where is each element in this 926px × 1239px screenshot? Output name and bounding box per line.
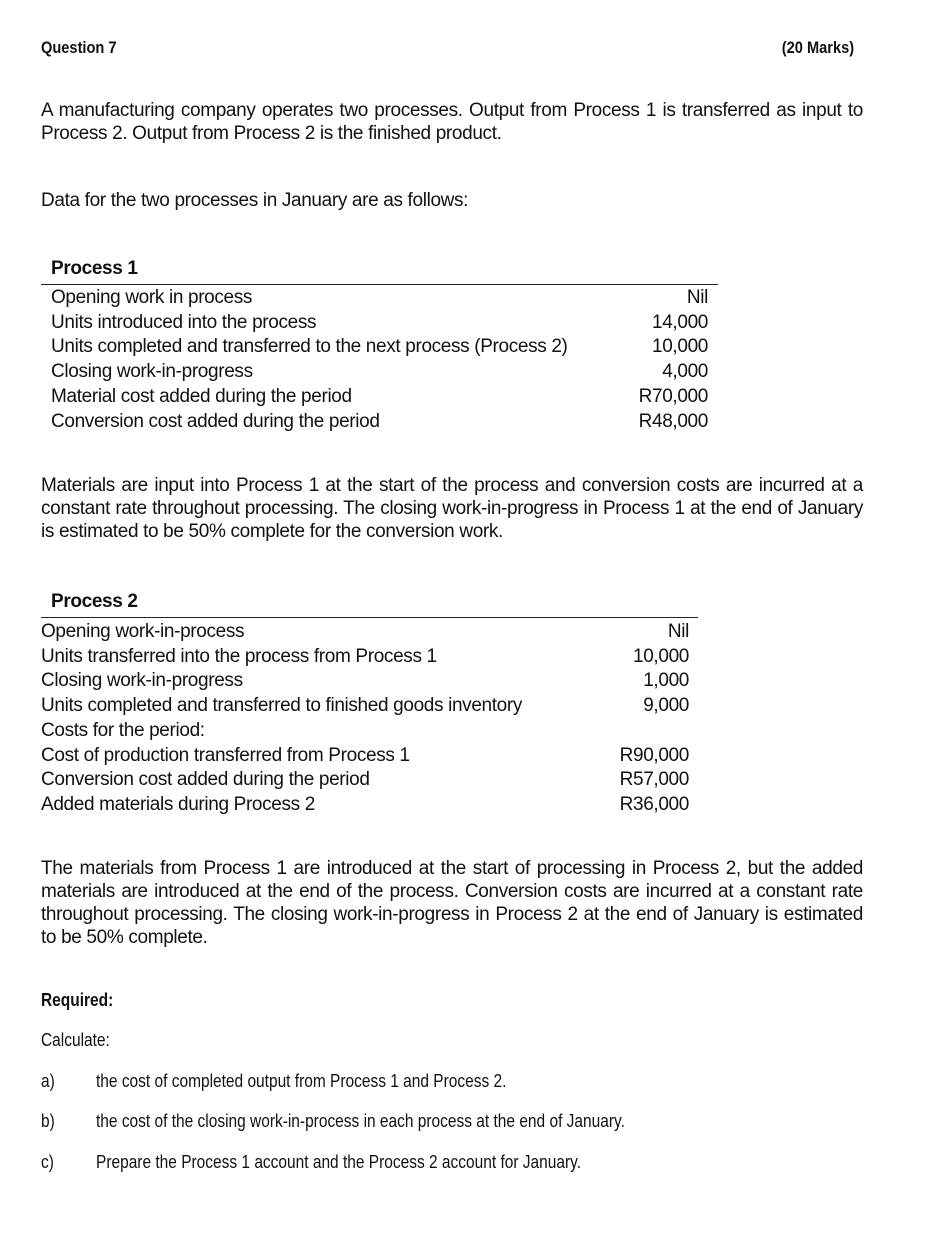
row-label: Units introduced into the process	[51, 311, 317, 333]
process2-row	[41, 768, 689, 793]
row-value: 10,000	[651, 336, 708, 358]
process2-row	[41, 694, 689, 719]
data-intro-text: Data for the two processes in January are as follows:	[41, 190, 469, 211]
process2-row	[41, 719, 689, 744]
row-label: Opening work in process	[51, 287, 253, 308]
process2-row	[41, 620, 689, 645]
question-number: Question 7	[41, 38, 117, 57]
required-heading: Required:	[41, 990, 114, 1010]
process2-rule	[41, 617, 698, 618]
calculate-label: Calculate:	[41, 1030, 110, 1050]
row-value: Nil	[667, 621, 689, 642]
process2-title: Process 2	[51, 591, 138, 612]
process1-paragraph: Materials are input into Process 1 at the start of the process and conversion costs are incurred at a constant rate throughout processing. The closing work-in-progress in Process 1 at the end of January is estimated to be 50% complete for the conversion work.	[41, 475, 863, 542]
row-label: Material cost added during the period	[51, 385, 352, 407]
process1-row	[51, 360, 708, 385]
process2-row	[41, 793, 689, 818]
item-b-letter: b)	[41, 1111, 55, 1131]
item-b-text: the cost of the closing work-in-process in each process at the end of January.	[96, 1111, 625, 1131]
row-value: 9,000	[643, 695, 689, 717]
item-c-letter: c)	[41, 1152, 54, 1172]
process1-table	[51, 286, 708, 434]
process1-row	[51, 311, 708, 336]
intro-paragraph: A manufacturing company operates two processes. Output from Process 1 is transferred as input to Process 2. Output from Process 2 is the finished product.	[41, 100, 863, 144]
row-value: Nil	[686, 287, 708, 308]
row-label: Conversion cost added during the period	[51, 410, 380, 432]
item-a-text: the cost of completed output from Process 1 and Process 2.	[96, 1071, 507, 1091]
item-a-letter: a)	[41, 1071, 55, 1091]
row-label: Closing work-in-progress	[41, 670, 243, 692]
process2-paragraph: The materials from Process 1 are introduced at the start of processing in Process 2, but the added materials are introduced at the end of the process. Conversion costs are incurred at a constant rate throughout processing. The closing work-in-progress in Process 2 at the end of January is estimated to be 50% complete.	[41, 858, 863, 948]
row-label: Units completed and transferred to finished goods inventory	[41, 695, 523, 717]
process2-table	[41, 620, 689, 818]
row-label: Opening work-in-process	[41, 621, 245, 642]
row-label: Units transferred into the process from Process 1	[41, 645, 437, 667]
row-value: 14,000	[651, 311, 708, 333]
row-value: R48,000	[638, 410, 708, 432]
process2-row	[41, 645, 689, 670]
row-value: R70,000	[638, 385, 708, 407]
row-value: 4,000	[662, 361, 708, 383]
process1-title: Process 1	[51, 258, 138, 279]
row-label: Costs for the period:	[41, 719, 205, 741]
row-value: 10,000	[632, 645, 689, 667]
process1-row	[51, 286, 708, 311]
question-marks: (20 Marks)	[781, 38, 854, 57]
row-label: Units completed and transferred to the next process (Process 2)	[51, 336, 568, 358]
row-value: R90,000	[619, 744, 689, 766]
row-label: Conversion cost added during the period	[41, 769, 370, 791]
row-value: 1,000	[643, 670, 689, 692]
process1-row	[51, 335, 708, 360]
process2-row	[41, 669, 689, 694]
process1-row	[51, 385, 708, 410]
row-value: R36,000	[619, 793, 689, 815]
process2-row	[41, 744, 689, 769]
row-label: Cost of production transferred from Process 1	[41, 744, 410, 766]
row-value: R57,000	[619, 769, 689, 791]
process1-row	[51, 410, 708, 435]
row-label: Added materials during Process 2	[41, 793, 315, 815]
row-label: Closing work-in-progress	[51, 361, 253, 383]
process1-rule	[41, 284, 718, 285]
item-c-text: Prepare the Process 1 account and the Process 2 account for January.	[96, 1152, 582, 1172]
